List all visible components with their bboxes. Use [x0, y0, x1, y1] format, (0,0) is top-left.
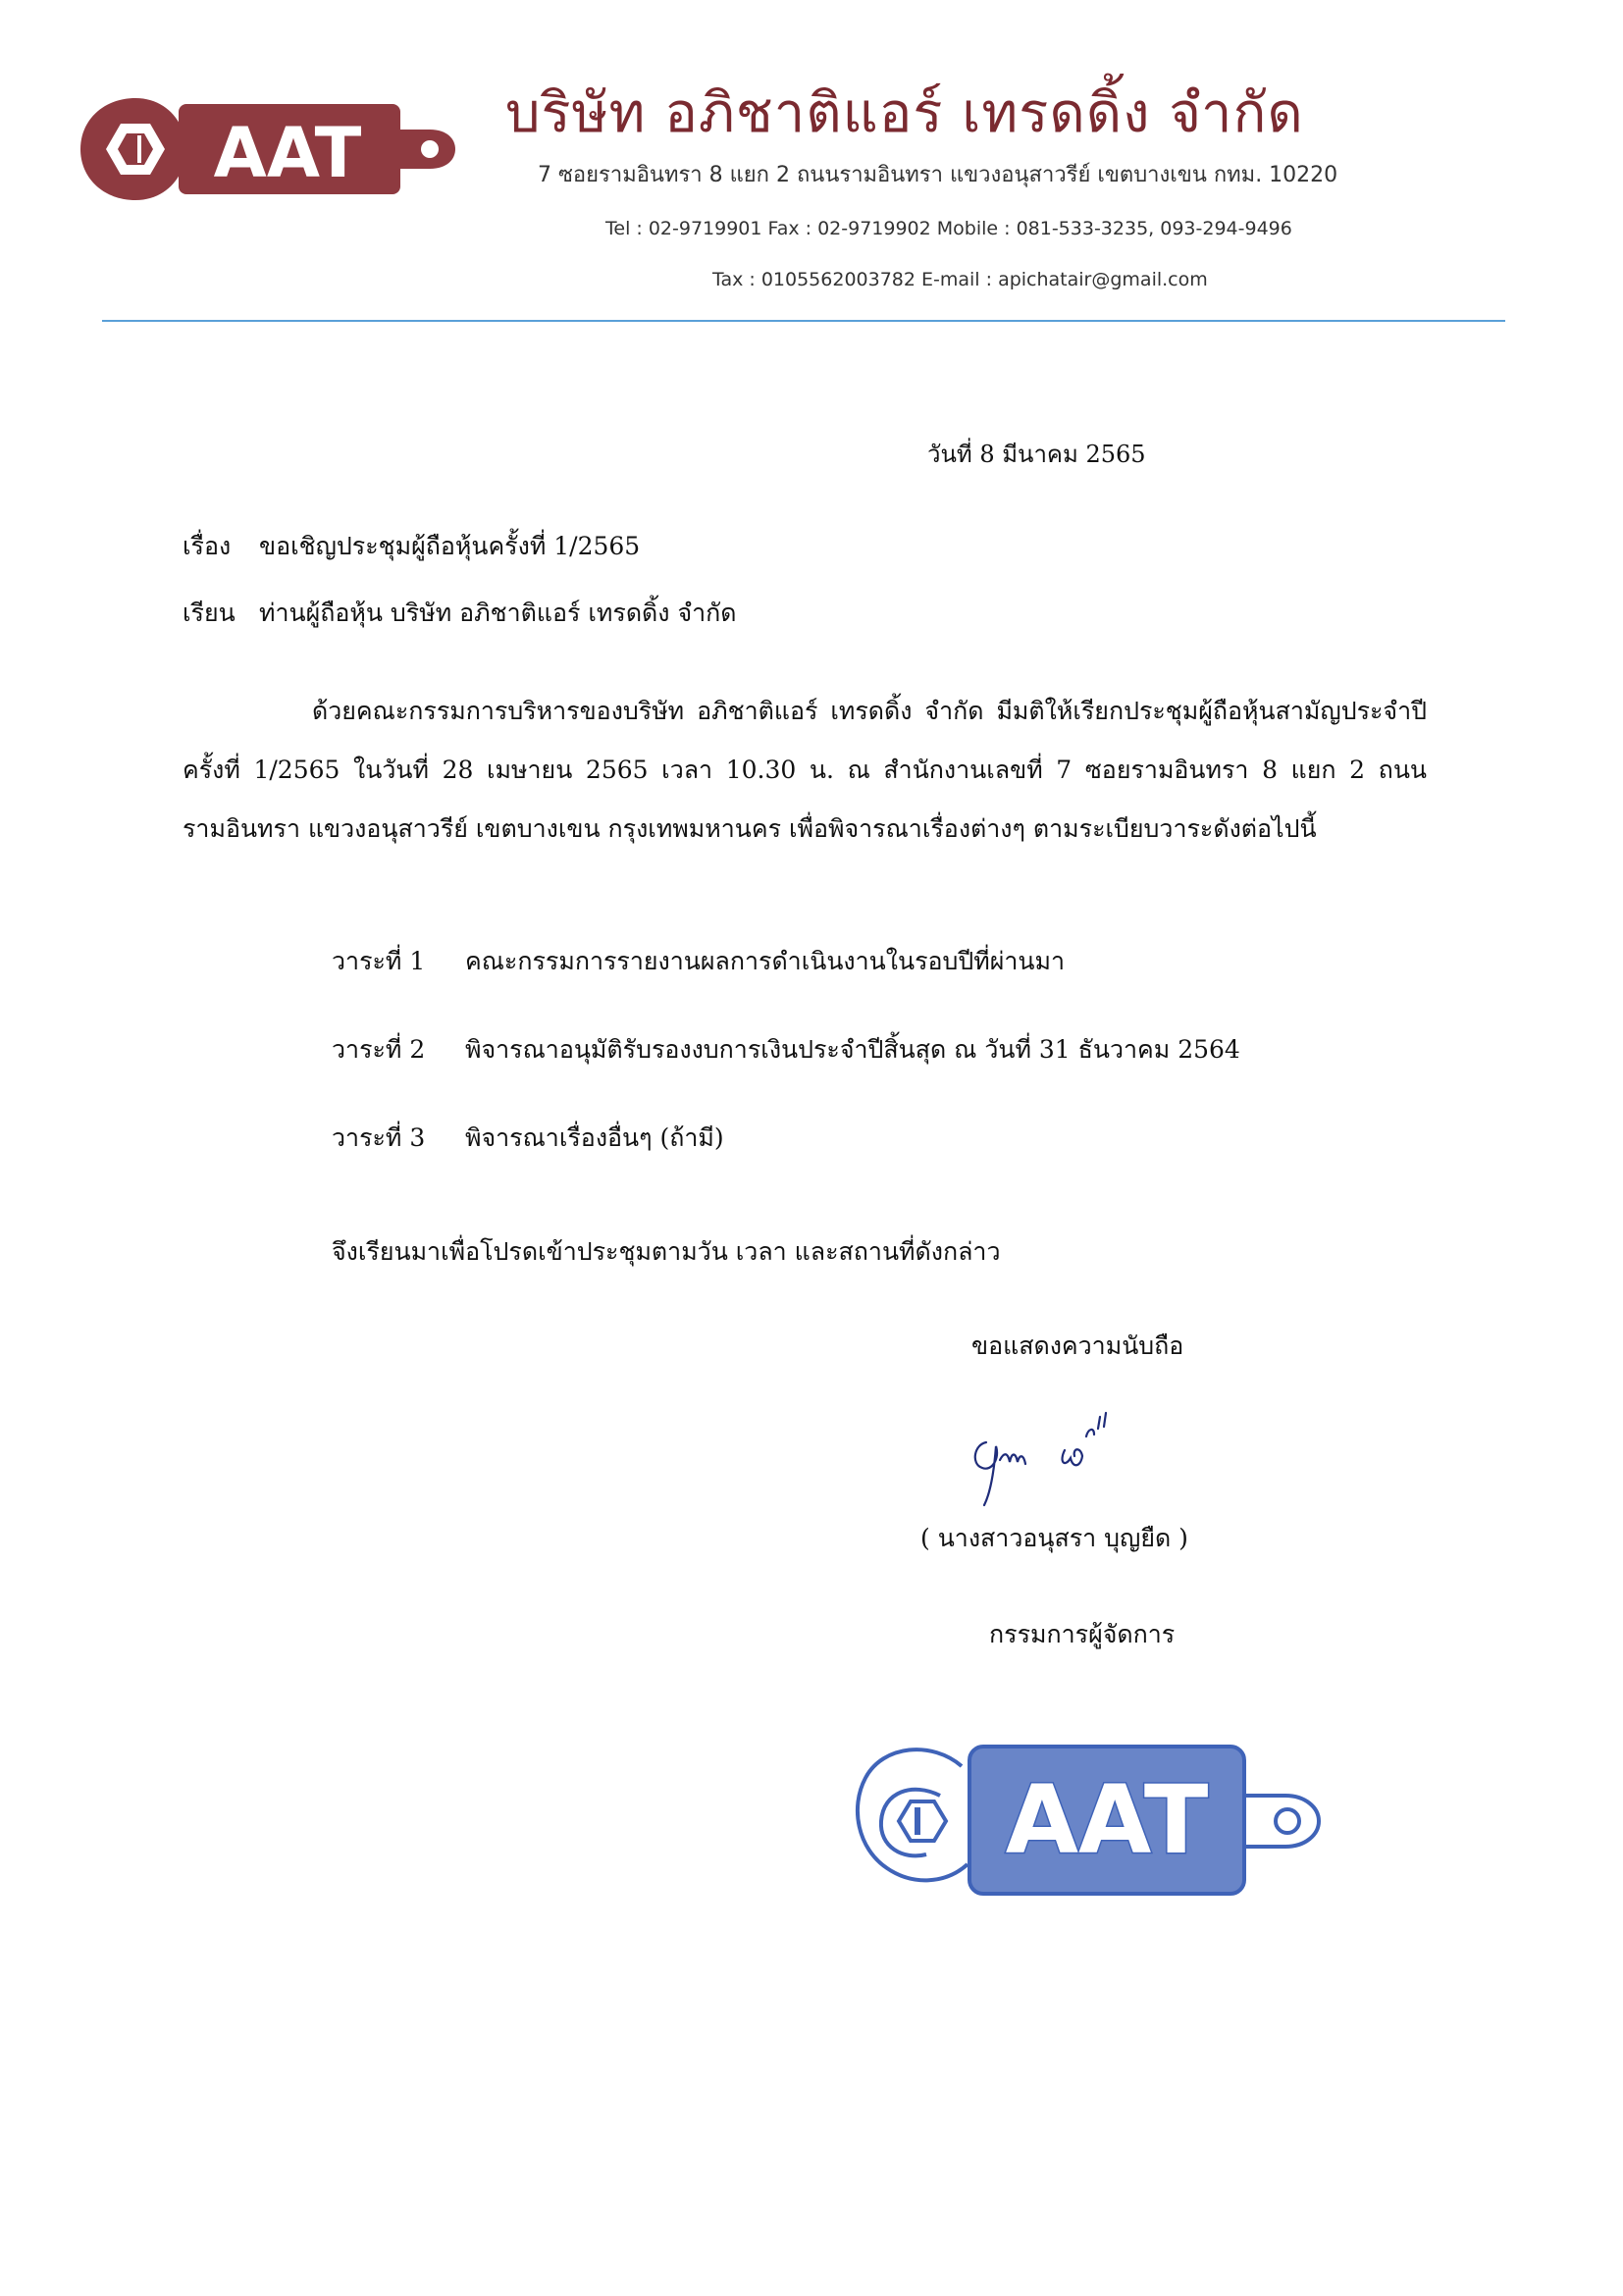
agenda-text: พิจารณาอนุมัติรับรองงบการเงินประจำปีสิ้นสุด ณ วันที่ 31 ธันวาคม 2564: [465, 1035, 1240, 1064]
letter-body: ด้วยคณะกรรมการบริหารของบริษัท อภิชาติแอร์ เทรดดิ้ง จำกัด มีมติให้เรียกประชุมผู้ถือหุ้นสามัญประจำปี ครั้งที่ 1/2565 ในวันที่ 28 เมษายน 2565 เวลา 10.30 น. ณ สำนักงานเลขที่ 7 ซอยรามอินทรา 8 แยก 2 ถนนรามอินทรา แขวงอนุสาวรีย์ เขตบางเขน กรุงเทพมหานคร เพื่อพิจารณาเรื่องต่างๆ ตามระเบียบวาระดังต่อไปนี้: [183, 697, 1427, 843]
company-tax-email: Tax : 0105562003782 E-mail : apichatair@gmail.com: [712, 269, 1208, 290]
salutation-line: [183, 594, 737, 633]
handwritten-signature: [957, 1403, 1153, 1511]
subject-label: เรื่อง: [183, 532, 232, 560]
salutation-text: ท่านผู้ถือหุ้น บริษัท อภิชาติแอร์ เทรดดิ้ง จำกัด: [259, 599, 737, 627]
agenda-item: [332, 1030, 1240, 1070]
company-address: 7 ซอยรามอินทรา 8 แยก 2 ถนนรามอินทรา แขวงอนุสาวรีย์ เขตบางเขน กทม. 10220: [538, 163, 1338, 187]
subject-text: ขอเชิญประชุมผู้ถือหุ้นครั้งที่ 1/2565: [259, 532, 641, 560]
letter-date: วันที่ 8 มีนาคม 2565: [927, 441, 1146, 468]
agenda-text: คณะกรรมการรายงานผลการดำเนินงานในรอบปีที่ผ่านมา: [465, 947, 1066, 975]
agenda-item: [332, 1119, 724, 1158]
logo-text: AAT: [213, 113, 362, 193]
company-contacts: Tel : 02-9719901 Fax : 02-9719902 Mobile : 081-533-3235, 093-294-9496: [605, 218, 1292, 239]
subject-line: [183, 527, 640, 566]
agenda-text: พิจารณาเรื่องอื่นๆ (ถ้ามี): [465, 1123, 724, 1152]
company-logo: [77, 90, 459, 208]
agenda-number: วาระที่ 2: [332, 1035, 426, 1064]
company-name: บริษัท อภิชาติแอร์ เทรดดิ้ง จำกัด: [505, 81, 1304, 145]
agenda-item: [332, 942, 1065, 981]
salutation-label: เรียน: [183, 599, 236, 627]
stamp-text: AAT: [1005, 1765, 1209, 1875]
header-divider: [102, 320, 1505, 322]
signer-title: กรรมการผู้จัดการ: [989, 1620, 1176, 1648]
agenda-number: วาระที่ 1: [332, 947, 426, 975]
regards: ขอแสดงความนับถือ: [971, 1331, 1184, 1360]
closing-sentence: จึงเรียนมาเพื่อโปรดเข้าประชุมตามวัน เวลา และสถานที่ดังกล่าว: [332, 1237, 1001, 1266]
company-stamp: [844, 1727, 1335, 1913]
agenda-number: วาระที่ 3: [332, 1123, 426, 1152]
signer-name: ( นางสาวอนุสรา บุญยืด ): [920, 1524, 1188, 1552]
